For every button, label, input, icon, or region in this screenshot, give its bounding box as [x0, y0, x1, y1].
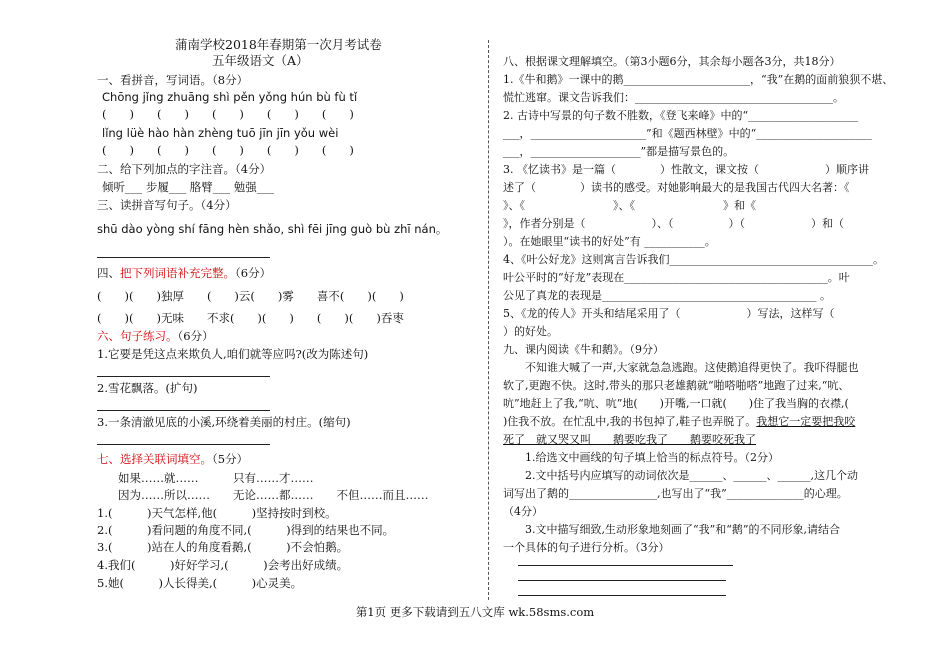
section7-q5: 5.她( )人长得美,( )心灵美。 — [97, 576, 303, 590]
page-footer: 第1页 更多下载请到五八文库 wk.58sms.com — [355, 605, 595, 619]
section9-q2-line2: 词写出了鹅的________________,也写出了“我”______________的心理。 — [503, 487, 848, 500]
reading-passage-line3: 吭”地赶上了我,“吭、吭”地( )开嘴,一口就( )住了我当胸的衣襟,( — [503, 397, 849, 410]
section8-heading: 八、根据课文理解填空。（第3小题6分，其余每小题各3分，共18分） — [503, 55, 841, 68]
section7-heading: 七、选择关联词填空。（5分） — [97, 452, 249, 466]
section8-q5-line1: 5、《龙的传人》开头和结尾采用了（ ）写法，这样写（ — [503, 307, 868, 320]
section9-q2-line1: 2.文中括号内应填写的动词依次是______、______、______,这几个动 — [525, 469, 858, 482]
section8-q5-line2: ）的好处。 — [503, 325, 558, 338]
section1-pinyin-row1: Chōng jǐng zhuāng shì pěn yǒng hún bù fù tǐ — [102, 90, 358, 104]
section8-q4-line3: 公见了真龙的表现是_______________________________________ 。 — [503, 289, 831, 302]
section3-answer-line — [97, 257, 270, 258]
section8-q3-line3: 》、《 》、《 》和《 — [503, 199, 756, 212]
section8-q4-line2: 叶公平时的“好龙”表现在_____________________________________。叶 — [503, 271, 850, 284]
section8-q4-line1: 4、《叶公好龙》这则寓言告诉我们_____________________________________。 — [503, 253, 884, 266]
section6-q1-answer-line — [97, 376, 270, 377]
section6-q2: 2.雪花飘落。(扩句) — [97, 381, 198, 395]
section9-answer-line-3 — [518, 595, 726, 596]
section9-answer-line-1 — [518, 565, 733, 566]
section7-q1: 1.( )天气怎样,他( )坚持按时到校。 — [97, 506, 337, 520]
section6-q2-answer-line — [97, 410, 270, 411]
section8-q2-line2: ___，_____________________”和《题西林壁》中的“_____________________ — [503, 127, 872, 140]
section1-pinyin-row2: lǐng lüè hào hàn zhèng tuō jīn jīn yǒu wèi — [102, 126, 339, 140]
underlined-sentence-end: 死了 就又哭又叫 鹅要吃我了 鹅要咬死我了 — [503, 433, 756, 446]
column-divider — [488, 40, 489, 600]
section8-q3-line1: 3. 《忆读书》是一篇（ ）性散文，课文按（ ）顺序讲 — [503, 163, 869, 176]
section4-row1: ( )( )独厚 ( )云( )雾 喜不( )( ) — [97, 289, 404, 303]
section9-answer-line-2 — [518, 580, 726, 581]
section1-blanks-row2: ( ) ( ) ( ) ( ) ( ) — [102, 143, 354, 157]
section8-q3-line2: 述了（ ）读书的感受。对她影响最大的是我国古代四大名著：《 — [503, 181, 850, 194]
section6-q3: 3.一条清澈见底的小溪,环绕着美丽的村庄。(缩句) — [97, 415, 351, 429]
section7-q2: 2.( )看问题的角度不同,( )得到的结果也不同。 — [97, 523, 395, 537]
section1-heading: 一、看拼音，写词语。（8分） — [97, 73, 249, 87]
section7-options-row1: 如果……就…… 只有……才…… — [118, 471, 314, 485]
section8-q3-line5: ）。在她眼里“读书的好处”有 ___________。 — [503, 235, 716, 248]
section3-heading: 三、读拼音写句子。（4分） — [97, 198, 237, 212]
reading-passage-line1: 不知谁大喊了一声,大家就急急逃跑。这使鹅追得更快了。我吓得腿也 — [525, 361, 859, 374]
section4-heading: 四、把下列词语补充完整。（6分） — [97, 266, 272, 280]
section8-q2-line1: 2. 古诗中写景的句子数不胜数，《登飞来峰》中的“____________________ — [503, 109, 859, 122]
section8-q3-line4: 》，作者分别是（ ）、（ ）（ ）和（ — [503, 217, 844, 230]
section9-q3-line2: 一个具体的句子进行分析。（3分） — [503, 541, 670, 554]
reading-passage-line2: 软了,更跑不快。这时,带头的那只老雄鹅就“啪嗒啪嗒”地跑了过来,“吭、 — [503, 379, 850, 392]
section9-q1: 1.给选文中画线的句子填上恰当的标点符号。（2分） — [525, 451, 779, 464]
section3-pinyin: shū dào yòng shí fāng hèn shǎo, shì fēi jīng guò bù zhī nán。 — [97, 222, 448, 236]
section9-q2-line3: （4分） — [503, 505, 543, 518]
section9-q3-line1: 3.文中描写细致,生动形象地刻画了“我”和“鹅”的不同形象,请结合 — [525, 523, 840, 536]
section2-heading: 二、给下列加点的字注音。（4分） — [97, 162, 272, 176]
section7-options-row2: 因为……所以…… 无论……都…… 不但……而且…… — [118, 488, 429, 502]
section9-heading: 九、课内阅读《牛和鹅》。（9分） — [503, 343, 664, 356]
exam-subtitle: 五年级语文（A） — [212, 53, 309, 68]
section8-q2-line3: ___，____________________”都是描写景色的。 — [503, 145, 735, 158]
section6-heading: 六、句子练习。（6分） — [97, 329, 214, 343]
exam-title: 蒲南学校2018年春期第一次月考试卷 — [175, 37, 382, 52]
section8-q1-line2: 慌忙逃窜。课文告诉我们：____________________________________。 — [503, 91, 844, 104]
section2-words: 倾听___ 步履___ 胳臂___ 勉强___ — [102, 180, 274, 194]
section8-q1-line1: 1.《牛和鹅》一课中的鹅_______________________，“我”在鹅的面前狼狈不堪、 — [503, 73, 894, 86]
section6-q1: 1.它要是凭这点来欺负人,咱们就等应吗?(改为陈述句) — [97, 347, 369, 361]
section6-q3-answer-line — [97, 444, 270, 445]
section7-q4: 4.我们( )好好学习,( )会考出好成绩。 — [97, 558, 349, 572]
section7-q3: 3.( )站在人的角度看鹅,( )不会怕鹅。 — [97, 540, 349, 554]
reading-passage-line4: )住我不放。在忙乱中,我的书包掉了,鞋子也弄脱了。我想它一定要把我咬 — [503, 415, 856, 428]
section1-blanks-row1: ( ) ( ) ( ) ( ) ( ) — [102, 107, 354, 121]
section4-row2: ( )( )无味 不求( )( ) ( )( )吞枣 — [97, 311, 404, 325]
underlined-sentence-start: 我想它一定要把我咬 — [756, 415, 856, 428]
